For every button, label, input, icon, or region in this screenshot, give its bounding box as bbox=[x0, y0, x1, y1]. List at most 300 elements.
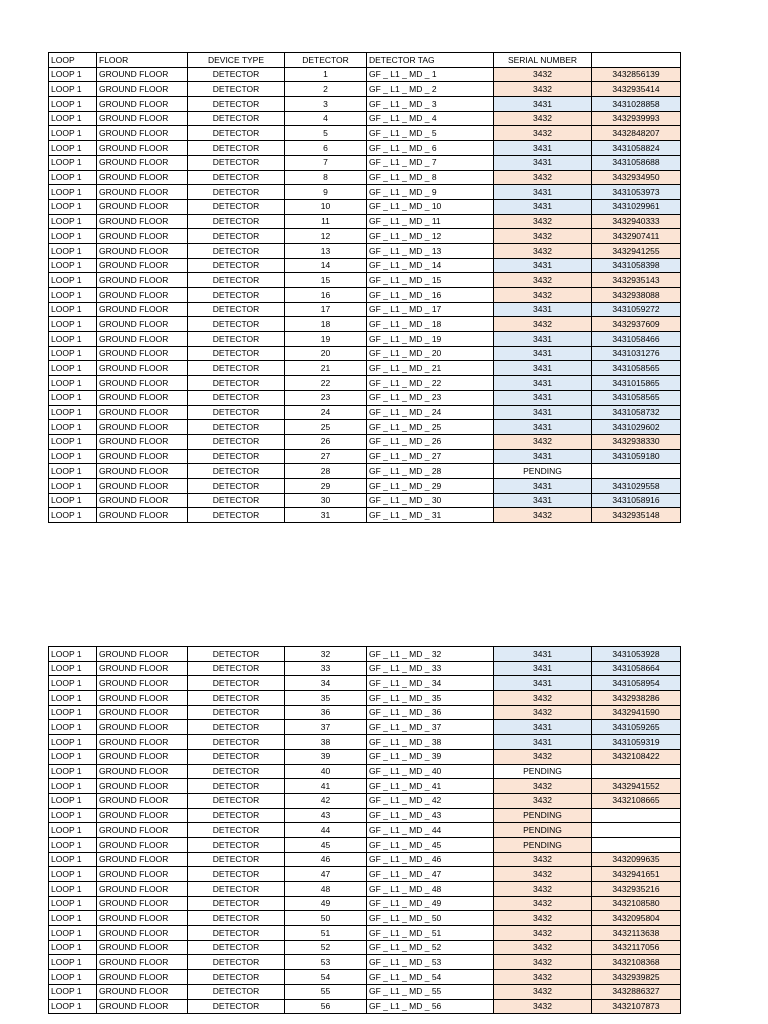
device-type-cell: DETECTOR bbox=[188, 970, 285, 985]
detector-tag-cell: GF _ L1 _ MD _ 44 bbox=[367, 823, 494, 838]
serial-number-cell: 3432939993 bbox=[592, 111, 681, 126]
device-type-cell: DETECTOR bbox=[188, 434, 285, 449]
serial-number-cell: 3431058398 bbox=[592, 258, 681, 273]
table-row bbox=[49, 779, 681, 794]
detector-number-cell: 37 bbox=[285, 720, 367, 735]
detector-tag-cell: GF _ L1 _ MD _ 13 bbox=[367, 243, 494, 258]
detector-number-cell: 52 bbox=[285, 940, 367, 955]
loop-cell: LOOP 1 bbox=[49, 361, 97, 376]
detector-tag-cell: GF _ L1 _ MD _ 54 bbox=[367, 970, 494, 985]
detector-number-cell: 13 bbox=[285, 243, 367, 258]
serial-prefix-cell: 3431 bbox=[494, 676, 592, 691]
serial-prefix-cell: 3432 bbox=[494, 434, 592, 449]
loop-cell: LOOP 1 bbox=[49, 793, 97, 808]
floor-cell: GROUND FLOOR bbox=[97, 214, 188, 229]
loop-cell: LOOP 1 bbox=[49, 111, 97, 126]
detector-number-cell: 21 bbox=[285, 361, 367, 376]
device-type-cell: DETECTOR bbox=[188, 720, 285, 735]
serial-number-cell: 3432941552 bbox=[592, 779, 681, 794]
serial-prefix-cell: 3432 bbox=[494, 288, 592, 303]
table-row bbox=[49, 837, 681, 852]
floor-cell: GROUND FLOOR bbox=[97, 170, 188, 185]
loop-cell: LOOP 1 bbox=[49, 332, 97, 347]
floor-cell: GROUND FLOOR bbox=[97, 793, 188, 808]
floor-cell: GROUND FLOOR bbox=[97, 911, 188, 926]
serial-prefix-cell: 3431 bbox=[494, 405, 592, 420]
detector-number-cell: 25 bbox=[285, 420, 367, 435]
serial-number-cell: 3431058732 bbox=[592, 405, 681, 420]
floor-cell: GROUND FLOOR bbox=[97, 405, 188, 420]
device-type-cell: DETECTOR bbox=[188, 896, 285, 911]
loop-cell: LOOP 1 bbox=[49, 229, 97, 244]
device-type-cell: DETECTOR bbox=[188, 288, 285, 303]
serial-prefix-cell: 3431 bbox=[494, 332, 592, 347]
table-row bbox=[49, 229, 681, 244]
loop-cell: LOOP 1 bbox=[49, 302, 97, 317]
table-row bbox=[49, 867, 681, 882]
serial-number-cell: 3431031276 bbox=[592, 346, 681, 361]
detector-number-cell: 49 bbox=[285, 896, 367, 911]
detector-tag-cell: GF _ L1 _ MD _ 31 bbox=[367, 508, 494, 523]
serial-number-cell bbox=[592, 837, 681, 852]
detector-number-cell: 26 bbox=[285, 434, 367, 449]
table-row bbox=[49, 258, 681, 273]
device-type-cell: DETECTOR bbox=[188, 449, 285, 464]
device-type-cell: DETECTOR bbox=[188, 749, 285, 764]
detector-number-cell: 19 bbox=[285, 332, 367, 347]
table-row bbox=[49, 984, 681, 999]
floor-cell: GROUND FLOOR bbox=[97, 735, 188, 750]
table-row bbox=[49, 999, 681, 1014]
detector-tag-cell: GF _ L1 _ MD _ 45 bbox=[367, 837, 494, 852]
loop-cell: LOOP 1 bbox=[49, 405, 97, 420]
device-type-cell: DETECTOR bbox=[188, 793, 285, 808]
detector-table-2 bbox=[48, 646, 681, 1014]
serial-prefix-cell: 3431 bbox=[494, 199, 592, 214]
device-type-cell: DETECTOR bbox=[188, 735, 285, 750]
table-row bbox=[49, 170, 681, 185]
detector-number-cell: 38 bbox=[285, 735, 367, 750]
serial-number-cell: 3431028858 bbox=[592, 97, 681, 112]
floor-cell: GROUND FLOOR bbox=[97, 390, 188, 405]
detector-tag-cell: GF _ L1 _ MD _ 28 bbox=[367, 464, 494, 479]
serial-prefix-cell: 3431 bbox=[494, 155, 592, 170]
floor-cell: GROUND FLOOR bbox=[97, 346, 188, 361]
serial-number-cell: 3431059180 bbox=[592, 449, 681, 464]
detector-tag-cell: GF _ L1 _ MD _ 1 bbox=[367, 67, 494, 82]
floor-cell: GROUND FLOOR bbox=[97, 779, 188, 794]
serial-number-cell: 3432113638 bbox=[592, 926, 681, 941]
serial-number-cell: 3431059265 bbox=[592, 720, 681, 735]
serial-prefix-cell: 3431 bbox=[494, 258, 592, 273]
detector-number-cell: 9 bbox=[285, 185, 367, 200]
loop-cell: LOOP 1 bbox=[49, 749, 97, 764]
device-type-cell: DETECTOR bbox=[188, 764, 285, 779]
table-row bbox=[49, 332, 681, 347]
loop-cell: LOOP 1 bbox=[49, 155, 97, 170]
loop-cell: LOOP 1 bbox=[49, 126, 97, 141]
detector-tag-cell: GF _ L1 _ MD _ 11 bbox=[367, 214, 494, 229]
table-row bbox=[49, 940, 681, 955]
device-type-cell: DETECTOR bbox=[188, 199, 285, 214]
floor-cell: GROUND FLOOR bbox=[97, 896, 188, 911]
table-row bbox=[49, 823, 681, 838]
floor-cell: GROUND FLOOR bbox=[97, 647, 188, 662]
detector-number-cell: 4 bbox=[285, 111, 367, 126]
serial-number-cell: 3432938286 bbox=[592, 691, 681, 706]
loop-cell: LOOP 1 bbox=[49, 82, 97, 97]
loop-cell: LOOP 1 bbox=[49, 661, 97, 676]
detector-number-cell: 43 bbox=[285, 808, 367, 823]
device-type-cell: DETECTOR bbox=[188, 273, 285, 288]
detector-number-cell: 29 bbox=[285, 478, 367, 493]
device-type-cell: DETECTOR bbox=[188, 647, 285, 662]
floor-cell: GROUND FLOOR bbox=[97, 229, 188, 244]
loop-cell: LOOP 1 bbox=[49, 970, 97, 985]
detector-number-cell: 53 bbox=[285, 955, 367, 970]
floor-cell: GROUND FLOOR bbox=[97, 97, 188, 112]
device-type-cell: DETECTOR bbox=[188, 170, 285, 185]
serial-prefix-cell: 3432 bbox=[494, 67, 592, 82]
table-row bbox=[49, 317, 681, 332]
floor-cell: GROUND FLOOR bbox=[97, 126, 188, 141]
serial-number-cell: 3432107873 bbox=[592, 999, 681, 1014]
table-row bbox=[49, 478, 681, 493]
device-type-cell: DETECTOR bbox=[188, 111, 285, 126]
floor-cell: GROUND FLOOR bbox=[97, 273, 188, 288]
serial-number-cell: 3432907411 bbox=[592, 229, 681, 244]
serial-prefix-cell: 3432 bbox=[494, 82, 592, 97]
serial-prefix-cell: 3431 bbox=[494, 97, 592, 112]
floor-cell: GROUND FLOOR bbox=[97, 808, 188, 823]
serial-number-cell: 3431053973 bbox=[592, 185, 681, 200]
serial-prefix-cell: 3431 bbox=[494, 735, 592, 750]
serial-prefix-cell: 3431 bbox=[494, 346, 592, 361]
table-row bbox=[49, 808, 681, 823]
detector-tag-cell: GF _ L1 _ MD _ 25 bbox=[367, 420, 494, 435]
floor-cell: GROUND FLOOR bbox=[97, 661, 188, 676]
detector-tag-cell: GF _ L1 _ MD _ 15 bbox=[367, 273, 494, 288]
detector-tag-cell: GF _ L1 _ MD _ 30 bbox=[367, 493, 494, 508]
table-row bbox=[49, 735, 681, 750]
loop-cell: LOOP 1 bbox=[49, 493, 97, 508]
loop-cell: LOOP 1 bbox=[49, 764, 97, 779]
table-row bbox=[49, 346, 681, 361]
floor-cell: GROUND FLOOR bbox=[97, 970, 188, 985]
serial-prefix-cell: 3431 bbox=[494, 302, 592, 317]
loop-cell: LOOP 1 bbox=[49, 141, 97, 156]
device-type-cell: DETECTOR bbox=[188, 940, 285, 955]
loop-cell: LOOP 1 bbox=[49, 852, 97, 867]
floor-cell: GROUND FLOOR bbox=[97, 852, 188, 867]
serial-prefix-cell: PENDING bbox=[494, 823, 592, 838]
detector-tag-cell: GF _ L1 _ MD _ 2 bbox=[367, 82, 494, 97]
detector-number-cell: 27 bbox=[285, 449, 367, 464]
serial-prefix-cell: 3432 bbox=[494, 999, 592, 1014]
detector-number-cell: 1 bbox=[285, 67, 367, 82]
header-row bbox=[49, 53, 681, 68]
device-type-cell: DETECTOR bbox=[188, 691, 285, 706]
table-row bbox=[49, 882, 681, 897]
table-row bbox=[49, 493, 681, 508]
table-row bbox=[49, 793, 681, 808]
table-row bbox=[49, 449, 681, 464]
floor-cell: GROUND FLOOR bbox=[97, 508, 188, 523]
serial-number-cell: 3432939825 bbox=[592, 970, 681, 985]
table-row bbox=[49, 214, 681, 229]
detector-tag-cell: GF _ L1 _ MD _ 41 bbox=[367, 779, 494, 794]
loop-cell: LOOP 1 bbox=[49, 449, 97, 464]
serial-number-cell: 3432938088 bbox=[592, 288, 681, 303]
detector-tag-cell: GF _ L1 _ MD _ 5 bbox=[367, 126, 494, 141]
serial-prefix-cell: 3432 bbox=[494, 793, 592, 808]
floor-cell: GROUND FLOOR bbox=[97, 464, 188, 479]
serial-prefix-cell: 3432 bbox=[494, 970, 592, 985]
device-type-cell: DETECTOR bbox=[188, 705, 285, 720]
device-type-cell: DETECTOR bbox=[188, 126, 285, 141]
device-type-cell: DETECTOR bbox=[188, 882, 285, 897]
serial-prefix-cell: PENDING bbox=[494, 837, 592, 852]
table-row bbox=[49, 464, 681, 479]
floor-cell: GROUND FLOOR bbox=[97, 478, 188, 493]
device-type-cell: DETECTOR bbox=[188, 317, 285, 332]
table-row bbox=[49, 720, 681, 735]
device-type-cell: DETECTOR bbox=[188, 361, 285, 376]
device-type-cell: DETECTOR bbox=[188, 346, 285, 361]
detector-number-cell: 22 bbox=[285, 376, 367, 391]
device-type-cell: DETECTOR bbox=[188, 141, 285, 156]
table-row bbox=[49, 376, 681, 391]
detector-tag-cell: GF _ L1 _ MD _ 20 bbox=[367, 346, 494, 361]
floor-cell: GROUND FLOOR bbox=[97, 82, 188, 97]
device-type-cell: DETECTOR bbox=[188, 258, 285, 273]
device-type-cell: DETECTOR bbox=[188, 676, 285, 691]
detector-tag-cell: GF _ L1 _ MD _ 37 bbox=[367, 720, 494, 735]
table-row bbox=[49, 420, 681, 435]
loop-cell: LOOP 1 bbox=[49, 185, 97, 200]
serial-number-cell: 3432108580 bbox=[592, 896, 681, 911]
floor-cell: GROUND FLOOR bbox=[97, 493, 188, 508]
serial-number-cell: 3431058688 bbox=[592, 155, 681, 170]
serial-prefix-cell: 3432 bbox=[494, 273, 592, 288]
device-type-cell: DETECTOR bbox=[188, 852, 285, 867]
serial-prefix-cell: 3432 bbox=[494, 705, 592, 720]
serial-prefix-cell: 3432 bbox=[494, 170, 592, 185]
floor-cell: GROUND FLOOR bbox=[97, 926, 188, 941]
table-row bbox=[49, 926, 681, 941]
serial-prefix-cell: 3432 bbox=[494, 779, 592, 794]
table-row bbox=[49, 705, 681, 720]
serial-number-cell: 3432938330 bbox=[592, 434, 681, 449]
table-row bbox=[49, 82, 681, 97]
serial-prefix-cell: 3432 bbox=[494, 229, 592, 244]
detector-tag-cell: GF _ L1 _ MD _ 10 bbox=[367, 199, 494, 214]
detector-tag-cell: GF _ L1 _ MD _ 3 bbox=[367, 97, 494, 112]
detector-number-cell: 42 bbox=[285, 793, 367, 808]
detector-tag-cell: GF _ L1 _ MD _ 51 bbox=[367, 926, 494, 941]
serial-number-cell bbox=[592, 823, 681, 838]
serial-number-cell: 3432941651 bbox=[592, 867, 681, 882]
serial-prefix-cell: PENDING bbox=[494, 764, 592, 779]
floor-cell: GROUND FLOOR bbox=[97, 867, 188, 882]
detector-number-cell: 46 bbox=[285, 852, 367, 867]
loop-cell: LOOP 1 bbox=[49, 676, 97, 691]
serial-prefix-cell: 3432 bbox=[494, 508, 592, 523]
detector-tag-cell: GF _ L1 _ MD _ 36 bbox=[367, 705, 494, 720]
serial-number-cell: 3432935414 bbox=[592, 82, 681, 97]
loop-cell: LOOP 1 bbox=[49, 867, 97, 882]
detector-number-cell: 41 bbox=[285, 779, 367, 794]
device-type-cell: DETECTOR bbox=[188, 214, 285, 229]
detector-number-cell: 12 bbox=[285, 229, 367, 244]
serial-number-cell: 3431015865 bbox=[592, 376, 681, 391]
serial-number-cell: 3431058954 bbox=[592, 676, 681, 691]
loop-cell: LOOP 1 bbox=[49, 376, 97, 391]
loop-cell: LOOP 1 bbox=[49, 735, 97, 750]
detector-number-cell: 56 bbox=[285, 999, 367, 1014]
header-detector: DETECTOR bbox=[285, 53, 367, 68]
detector-tag-cell: GF _ L1 _ MD _ 35 bbox=[367, 691, 494, 706]
detector-number-cell: 31 bbox=[285, 508, 367, 523]
serial-number-cell: 3432941590 bbox=[592, 705, 681, 720]
serial-prefix-cell: 3431 bbox=[494, 661, 592, 676]
loop-cell: LOOP 1 bbox=[49, 464, 97, 479]
device-type-cell: DETECTOR bbox=[188, 376, 285, 391]
serial-prefix-cell: 3431 bbox=[494, 185, 592, 200]
table-row bbox=[49, 508, 681, 523]
device-type-cell: DETECTOR bbox=[188, 911, 285, 926]
detector-tag-cell: GF _ L1 _ MD _ 42 bbox=[367, 793, 494, 808]
table-row bbox=[49, 749, 681, 764]
device-type-cell: DETECTOR bbox=[188, 955, 285, 970]
serial-prefix-cell: 3432 bbox=[494, 317, 592, 332]
serial-number-cell: 3432935143 bbox=[592, 273, 681, 288]
serial-number-cell: 3431053928 bbox=[592, 647, 681, 662]
serial-prefix-cell: 3431 bbox=[494, 493, 592, 508]
floor-cell: GROUND FLOOR bbox=[97, 449, 188, 464]
detector-number-cell: 35 bbox=[285, 691, 367, 706]
detector-tag-cell: GF _ L1 _ MD _ 55 bbox=[367, 984, 494, 999]
detector-tag-cell: GF _ L1 _ MD _ 33 bbox=[367, 661, 494, 676]
serial-number-cell: 3431029961 bbox=[592, 199, 681, 214]
serial-prefix-cell: 3432 bbox=[494, 911, 592, 926]
serial-number-cell bbox=[592, 808, 681, 823]
loop-cell: LOOP 1 bbox=[49, 647, 97, 662]
serial-number-cell: 3432108368 bbox=[592, 955, 681, 970]
table-row bbox=[49, 896, 681, 911]
serial-number-cell: 3432095804 bbox=[592, 911, 681, 926]
floor-cell: GROUND FLOOR bbox=[97, 940, 188, 955]
detector-number-cell: 14 bbox=[285, 258, 367, 273]
table-row bbox=[49, 199, 681, 214]
serial-number-cell: 3432108665 bbox=[592, 793, 681, 808]
loop-cell: LOOP 1 bbox=[49, 420, 97, 435]
detector-tag-cell: GF _ L1 _ MD _ 14 bbox=[367, 258, 494, 273]
serial-prefix-cell: 3432 bbox=[494, 852, 592, 867]
serial-number-cell: 3432848207 bbox=[592, 126, 681, 141]
floor-cell: GROUND FLOOR bbox=[97, 984, 188, 999]
table-1-body bbox=[49, 67, 681, 522]
device-type-cell: DETECTOR bbox=[188, 185, 285, 200]
serial-prefix-cell: 3432 bbox=[494, 926, 592, 941]
serial-number-cell: 3432935148 bbox=[592, 508, 681, 523]
device-type-cell: DETECTOR bbox=[188, 493, 285, 508]
floor-cell: GROUND FLOOR bbox=[97, 837, 188, 852]
detector-tag-cell: GF _ L1 _ MD _ 49 bbox=[367, 896, 494, 911]
table-row bbox=[49, 676, 681, 691]
detector-number-cell: 54 bbox=[285, 970, 367, 985]
detector-number-cell: 34 bbox=[285, 676, 367, 691]
loop-cell: LOOP 1 bbox=[49, 691, 97, 706]
detector-tag-cell: GF _ L1 _ MD _ 40 bbox=[367, 764, 494, 779]
loop-cell: LOOP 1 bbox=[49, 720, 97, 735]
floor-cell: GROUND FLOOR bbox=[97, 764, 188, 779]
device-type-cell: DETECTOR bbox=[188, 867, 285, 882]
loop-cell: LOOP 1 bbox=[49, 478, 97, 493]
table-row bbox=[49, 764, 681, 779]
device-type-cell: DETECTOR bbox=[188, 823, 285, 838]
detector-number-cell: 6 bbox=[285, 141, 367, 156]
floor-cell: GROUND FLOOR bbox=[97, 302, 188, 317]
floor-cell: GROUND FLOOR bbox=[97, 720, 188, 735]
loop-cell: LOOP 1 bbox=[49, 984, 97, 999]
detector-tag-cell: GF _ L1 _ MD _ 52 bbox=[367, 940, 494, 955]
loop-cell: LOOP 1 bbox=[49, 896, 97, 911]
device-type-cell: DETECTOR bbox=[188, 984, 285, 999]
table-row bbox=[49, 185, 681, 200]
device-type-cell: DETECTOR bbox=[188, 302, 285, 317]
detector-tag-cell: GF _ L1 _ MD _ 21 bbox=[367, 361, 494, 376]
device-type-cell: DETECTOR bbox=[188, 82, 285, 97]
floor-cell: GROUND FLOOR bbox=[97, 420, 188, 435]
device-type-cell: DETECTOR bbox=[188, 464, 285, 479]
loop-cell: LOOP 1 bbox=[49, 434, 97, 449]
detector-number-cell: 5 bbox=[285, 126, 367, 141]
header-device-type: DEVICE TYPE bbox=[188, 53, 285, 68]
detector-number-cell: 24 bbox=[285, 405, 367, 420]
floor-cell: GROUND FLOOR bbox=[97, 288, 188, 303]
floor-cell: GROUND FLOOR bbox=[97, 705, 188, 720]
header-floor: FLOOR bbox=[97, 53, 188, 68]
loop-cell: LOOP 1 bbox=[49, 837, 97, 852]
serial-number-cell: 3431029602 bbox=[592, 420, 681, 435]
serial-prefix-cell: 3431 bbox=[494, 420, 592, 435]
floor-cell: GROUND FLOOR bbox=[97, 434, 188, 449]
loop-cell: LOOP 1 bbox=[49, 199, 97, 214]
loop-cell: LOOP 1 bbox=[49, 999, 97, 1014]
detector-tag-cell: GF _ L1 _ MD _ 4 bbox=[367, 111, 494, 126]
detector-number-cell: 18 bbox=[285, 317, 367, 332]
detector-number-cell: 45 bbox=[285, 837, 367, 852]
loop-cell: LOOP 1 bbox=[49, 258, 97, 273]
device-type-cell: DETECTOR bbox=[188, 405, 285, 420]
table-row bbox=[49, 661, 681, 676]
detector-tag-cell: GF _ L1 _ MD _ 7 bbox=[367, 155, 494, 170]
loop-cell: LOOP 1 bbox=[49, 808, 97, 823]
floor-cell: GROUND FLOOR bbox=[97, 141, 188, 156]
detector-tag-cell: GF _ L1 _ MD _ 53 bbox=[367, 955, 494, 970]
serial-prefix-cell: 3432 bbox=[494, 691, 592, 706]
table-row bbox=[49, 955, 681, 970]
serial-prefix-cell: PENDING bbox=[494, 808, 592, 823]
header-blank bbox=[592, 53, 681, 68]
device-type-cell: DETECTOR bbox=[188, 779, 285, 794]
table-row bbox=[49, 405, 681, 420]
device-type-cell: DETECTOR bbox=[188, 97, 285, 112]
detector-tag-cell: GF _ L1 _ MD _ 19 bbox=[367, 332, 494, 347]
serial-prefix-cell: 3432 bbox=[494, 882, 592, 897]
loop-cell: LOOP 1 bbox=[49, 170, 97, 185]
